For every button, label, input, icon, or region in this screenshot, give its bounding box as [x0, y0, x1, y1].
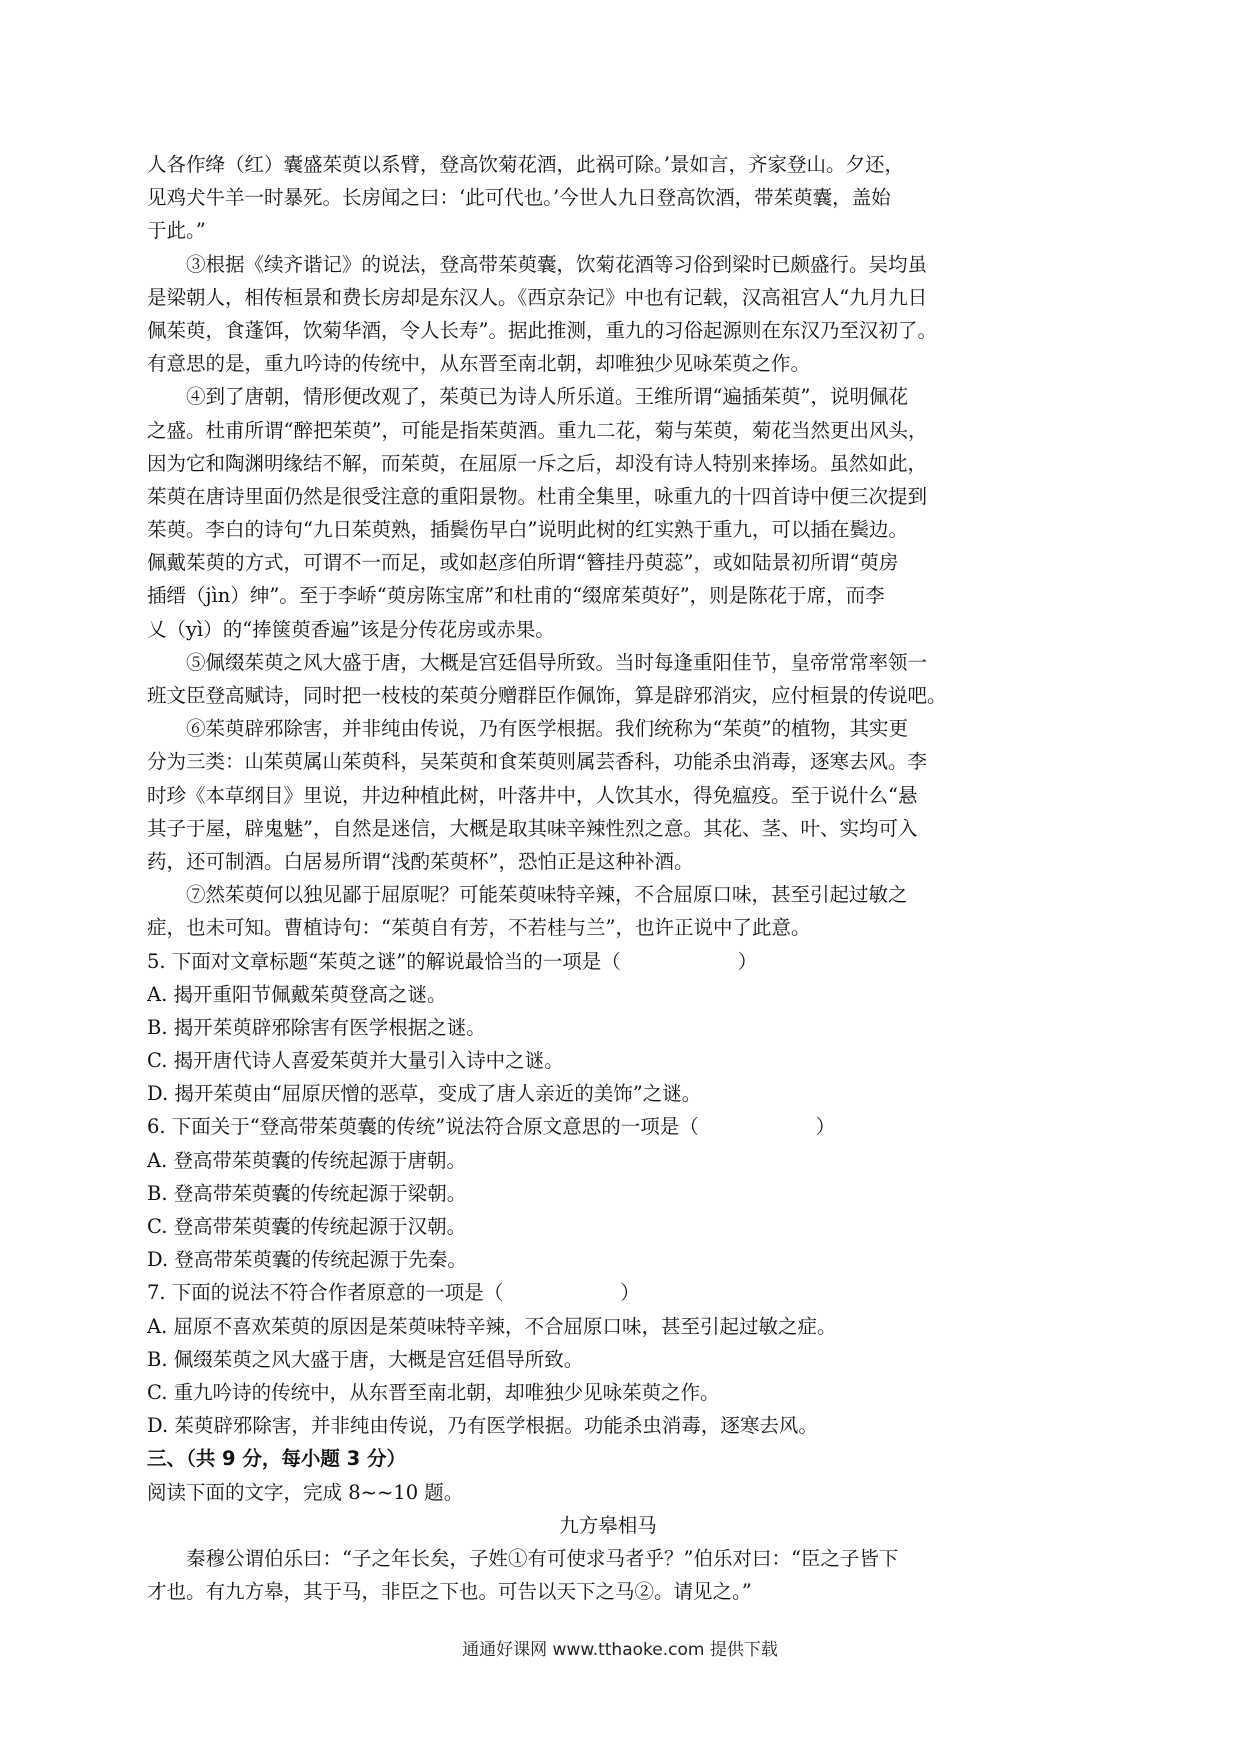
option-d: D. 揭开茱萸由“屈原厌憎的恶草，变成了唐人亲近的美饰”之谜。 — [147, 1082, 702, 1106]
option-c: C. 重九吟诗的传统中，从东晋至南北朝，却唯独少见咏茱萸之作。 — [147, 1380, 720, 1404]
question-6 — [147, 1110, 1069, 1276]
passage-line: 时珍《本草纲目》里说，井边种植此树，叶落井中，人饮其水，得免瘟疫。至于说什么“悬 — [147, 783, 918, 807]
option-b: B. 登高带茱萸囊的传统起源于梁朝。 — [147, 1181, 467, 1205]
paragraph-7-start: ⑦然茱萸何以独见鄙于屈原呢？可能茱萸味特辛辣，不合屈原口味，甚至引起过敏之 — [186, 883, 908, 907]
passage-line: 分为三类：山茱萸属山茱萸科，吴茱萸和食茱萸则属芸香科，功能杀虫消毒，逐寒去风。李 — [147, 750, 928, 774]
question-stem: 6. 下面关于“登高带茱萸囊的传统”说法符合原文意思的一项是（ ） — [147, 1115, 836, 1139]
article-title: 九方皋相马 — [559, 1513, 657, 1537]
option-a: A. 登高带茱萸囊的传统起源于唐朝。 — [147, 1148, 466, 1172]
passage-line: 佩戴茱萸的方式，可谓不一而足，或如赵彦伯所谓“簪挂丹萸蕊”，或如陆景初所谓“萸房 — [147, 551, 899, 575]
paragraph-5-start: ⑤佩缀茱萸之风大盛于唐，大概是宫廷倡导所致。当时每逢重阳佳节，皇帝常常率领一 — [186, 650, 928, 674]
option-b: B. 佩缀茱萸之风大盛于唐，大概是宫廷倡导所致。 — [147, 1347, 584, 1371]
passage-line: 见鸡犬牛羊一时暴死。长房闻之曰：‘此可代也。’今世人九日登高饮酒，带茱萸囊，盖始 — [147, 186, 891, 210]
passage-line: 茱萸。李白的诗句“九日茱萸熟，插鬓伤早白”说明此树的红实熟于重九，可以插在鬓边。 — [147, 518, 908, 542]
passage-line: 佩茱萸，食蓬饵，饮菊华酒，令人长寿”。据此推测，重九的习俗起源则在东汉乃至汉初了。 — [147, 318, 937, 342]
passage-line: 药，还可制酒。白居易所谓“浅酌茱萸杯”，恐怕正是这种补酒。 — [147, 849, 694, 873]
passage-line: 乂（yì）的“捧箧萸香遍”该是分传花房或赤果。 — [147, 617, 555, 641]
paragraph-4-start: ④到了唐朝，情形便改观了，茱萸已为诗人所乐道。王维所谓“遍插茱萸”，说明佩花 — [186, 385, 908, 409]
section-3 — [147, 1442, 1069, 1608]
option-c: C. 揭开唐代诗人喜爱茱萸并大量引入诗中之谜。 — [147, 1049, 564, 1073]
option-b: B. 揭开茱萸辟邪除害有医学根据之谜。 — [147, 1015, 486, 1039]
passage-line: 之盛。杜甫所谓“醉把茱萸”，可能是指茱萸酒。重九二花，菊与茱萸，菊花当然更出风头， — [147, 418, 928, 442]
passage-line: 人各作绛（红）囊盛茱萸以系臂，登高饮菊花酒，此祸可除。’景如言，齐家登山。夕还， — [147, 153, 904, 176]
passage-line: 班文臣登高赋诗，同时把一枝枝的茱萸分赠群臣作佩饰，算是辟邪消灾，应付桓景的传说吧。 — [147, 684, 947, 707]
article-line: 才也。有九方皋，其于马，非臣之下也。可告以天下之马②。请见之。” — [147, 1580, 752, 1604]
article-line: 秦穆公谓伯乐曰：“子之年长矣，子姓①有可使求马者乎？”伯乐对曰：“臣之子皆下 — [186, 1546, 899, 1570]
option-d: D. 登高带茱萸囊的传统起源于先秦。 — [147, 1248, 467, 1272]
section-instruction: 阅读下面的文字，完成 8~~10 题。 — [147, 1480, 464, 1504]
option-a: A. 屈原不喜欢茱萸的原因是茱萸味特辛辣，不合屈原口味，甚至引起过敏之症。 — [147, 1314, 837, 1338]
option-c: C. 登高带茱萸囊的传统起源于汉朝。 — [147, 1215, 467, 1238]
section-heading: 三、（共 9 分，每小题 3 分） — [147, 1447, 407, 1471]
page-footer: 通通好课网 www.tthaoke.com 提供下载 — [462, 1640, 778, 1660]
question-stem: 7. 下面的说法不符合作者原意的一项是（ ） — [147, 1281, 640, 1305]
paragraph-6-start: ⑥茱萸辟邪除害，并非纯由传说，乃有医学根据。我们统称为“茱萸”的植物，其实更 — [186, 717, 908, 741]
paragraph-3-start: ③根据《续齐谐记》的说法，登高带茱萸囊，饮菊花酒等习俗到梁时已颇盛行。吴均虽 — [186, 252, 928, 276]
option-a: A. 揭开重阳节佩戴茱萸登高之谜。 — [147, 982, 447, 1006]
passage-line: 是梁朝人，相传桓景和费长房却是东汉人。《西京杂记》中也有记载，汉高祖宫人“九月九日 — [147, 285, 928, 309]
question-stem: 5. 下面对文章标题“茱萸之谜”的解说最恰当的一项是（ ） — [147, 949, 758, 973]
question-7 — [147, 1276, 1069, 1442]
question-5 — [147, 945, 1069, 1111]
passage-line: 茱萸在唐诗里面仍然是很受注意的重阳景物。杜甫全集里，咏重九的十四首诗中便三次提到 — [147, 484, 928, 508]
passage-line: 因为它和陶渊明缘结不解，而茱萸，在屈原一斥之后，却没有诗人特别来捧场。虽然如此， — [147, 451, 928, 475]
passage-line: 症，也未可知。曹植诗句：“茱萸自有芳，不若桂与兰”，也许正说中了此意。 — [147, 916, 811, 940]
passage — [147, 148, 1069, 945]
passage-line: 插缙（jìn）绅”。至于李峤“萸房陈宝席”和杜甫的“缀席茱萸好”，则是陈花于席，而李 — [147, 584, 885, 608]
page-content — [147, 148, 1069, 1608]
passage-line: 有意思的是，重九吟诗的传统中，从东晋至南北朝，却唯独少见咏茱萸之作。 — [147, 352, 811, 376]
passage-line: 于此。” — [147, 219, 206, 243]
passage-line: 其子于屋，辟鬼魅”，自然是迷信，大概是取其味辛辣性烈之意。其花、茎、叶、实均可入 — [147, 816, 918, 840]
option-d: D. 茱萸辟邪除害，并非纯由传说，乃有医学根据。功能杀虫消毒，逐寒去风。 — [147, 1414, 818, 1438]
